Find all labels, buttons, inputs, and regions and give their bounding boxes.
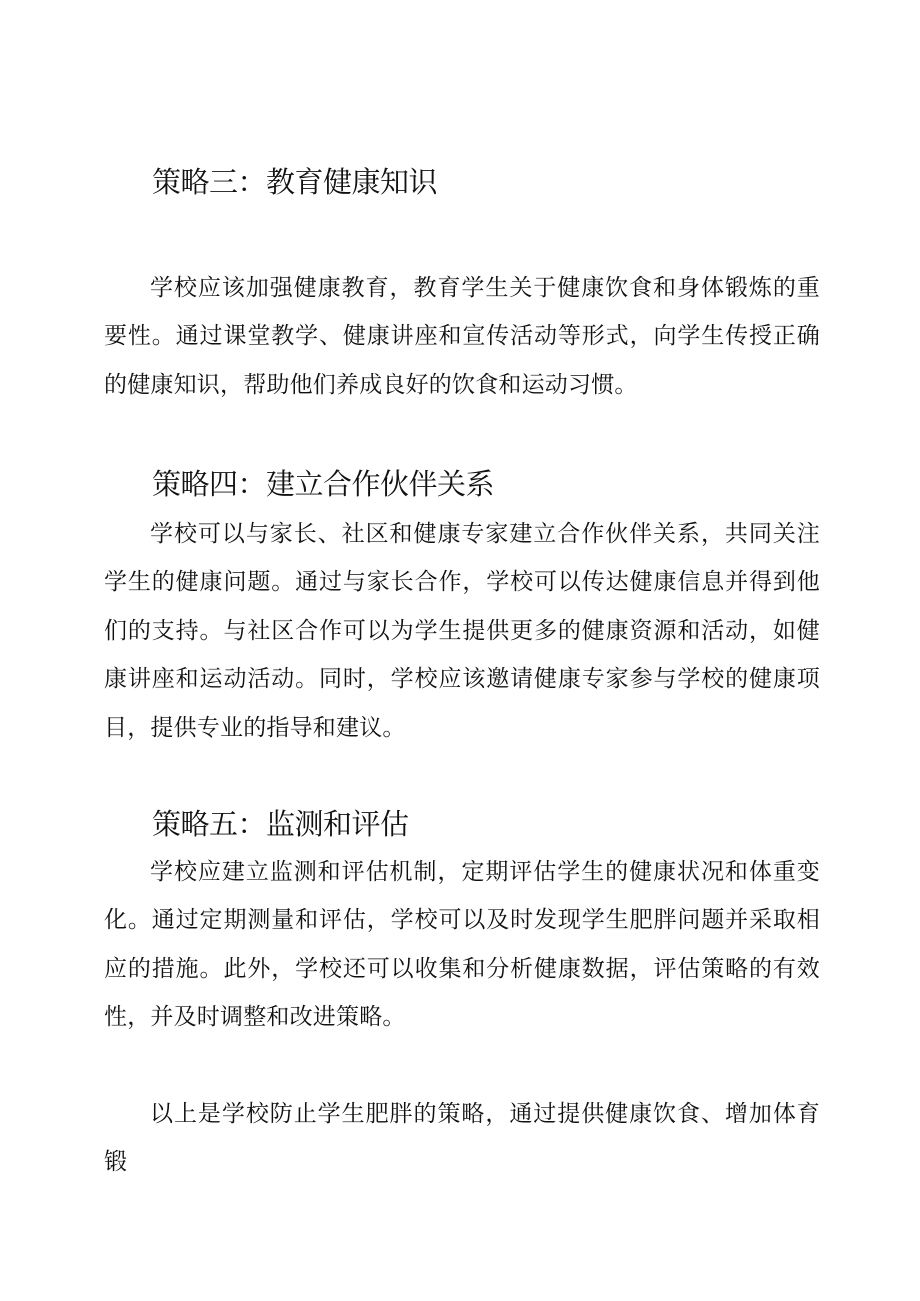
section-paragraph-strategy-3: 学校应该加强健康教育，教育学生关于健康饮食和身体锻炼的重要性。通过课堂教学、健康讲座和宣传活动等形式，向学生传授正确的健康知识，帮助他们养成良好的饮食和运动习惯。: [104, 275, 820, 398]
section-paragraph-strategy-4: 学校可以与家长、社区和健康专家建立合作伙伴关系，共同关注学生的健康问题。通过与家长合作，学校可以传达健康信息并得到他们的支持。与社区合作可以为学生提供更多的健康资源和活动，如健康讲座和运动活动。同时，学校应该邀请健康专家参与学校的健康项目，提供专业的指导和建议。: [104, 521, 820, 741]
section-heading-strategy-4: 策略四：建立合作伙伴关系: [152, 467, 495, 501]
section-heading-strategy-3: 策略三：教育健康知识: [152, 165, 438, 199]
section-heading-strategy-5: 策略五：监测和评估: [152, 807, 409, 841]
section-paragraph-strategy-5: 学校应建立监测和评估机制，定期评估学生的健康状况和体重变化。通过定期测量和评估，学校可以及时发现学生肥胖问题并采取相应的措施。此外，学校还可以收集和分析健康数据，评估策略的有效性，并及时调整和改进策略。: [104, 859, 820, 1031]
conclusion-paragraph: 以上是学校防止学生肥胖的策略，通过提供健康饮食、增加体育锻: [104, 1101, 820, 1176]
